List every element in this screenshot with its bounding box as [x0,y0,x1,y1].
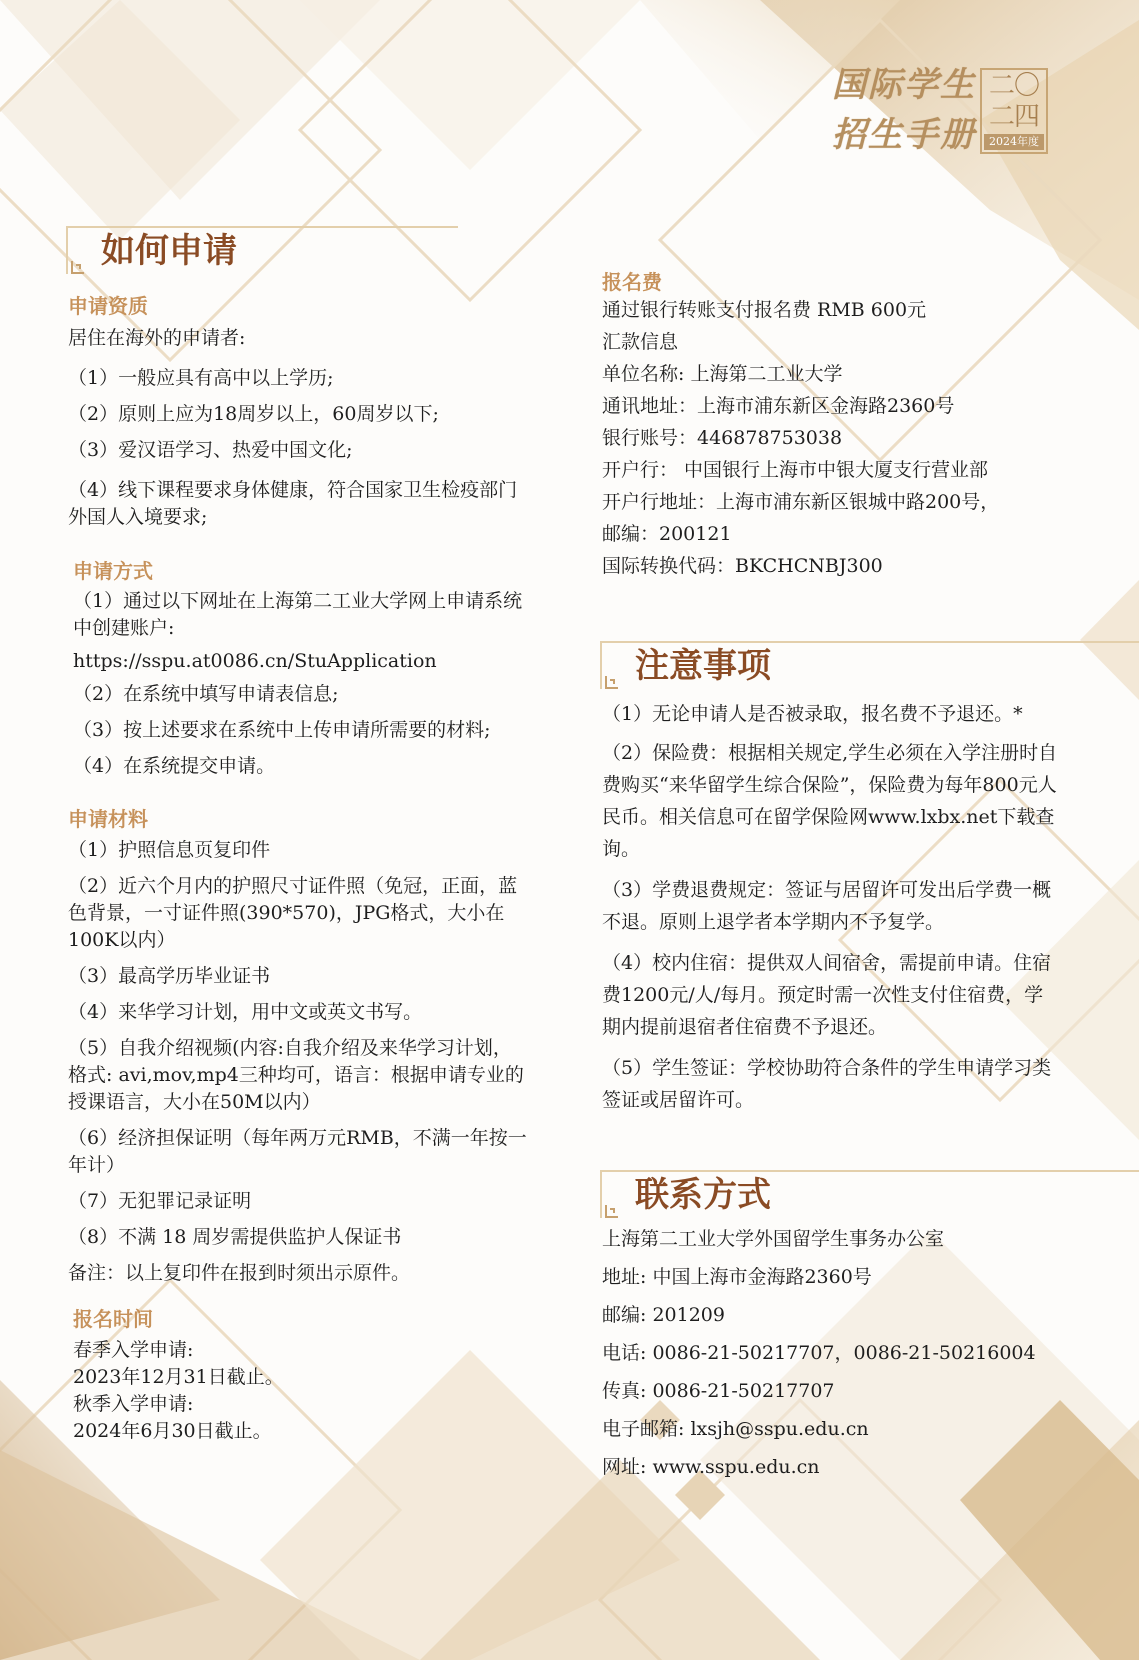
materials-item: （7）无犯罪记录证明 [68,1190,252,1212]
contact-email[interactable]: 电子邮箱: lxsjh@sspu.edu.cn [602,1418,869,1440]
contact-heading [600,1170,1139,1218]
year-label: 2024年度 [984,134,1044,150]
contact-title: 联系方式 [635,1175,771,1215]
qualification-heading: 申请资质 [68,294,148,318]
materials-note: 备注：以上复印件在报到时须出示原件。 [68,1262,411,1284]
materials-item: （4）来华学习计划，用中文或英文书写。 [68,1001,423,1023]
notes-section [602,696,1062,1120]
method-url[interactable]: https://sspu.at0086.cn/StuApplication [73,650,437,672]
notes-item: （5）学生签证：学校协助符合条件的学生申请学习类签证或居留许可。 [602,1057,1052,1111]
contact-address: 地址: 中国上海市金海路2360号 [602,1266,872,1288]
fee-item: 单位名称: 上海第二工业大学 [602,363,843,385]
deadline-item: 2024年6月30日截止。 [73,1420,272,1442]
qualification-intro: 居住在海外的申请者: [68,327,246,349]
method-item: （1）通过以下网址在上海第二工业大学网上申请系统中创建账户: [73,590,523,639]
fee-item: 开户行地址：上海市浦东新区银城中路200号， [602,491,1000,513]
brochure-title [832,60,982,160]
deadline-heading: 报名时间 [73,1307,153,1331]
deadline-item: 秋季入学申请: [73,1393,194,1415]
materials-item: （1）护照信息页复印件 [68,839,271,861]
contact-postcode: 邮编: 201209 [602,1304,725,1326]
contact-website[interactable]: 网址: www.sspu.edu.cn [602,1456,820,1478]
year-badge [980,68,1048,154]
brochure-title-line1: 国际学生 [832,65,976,105]
qualification-item: （1）一般应具有高中以上学历; [68,367,334,389]
corner-ornament-icon [605,1205,618,1218]
notes-title: 注意事项 [635,646,771,686]
how-to-apply-heading [66,226,458,274]
materials-item: （3）最高学历毕业证书 [68,965,271,987]
materials-item: （6）经济担保证明（每年两万元RMB，不满一年按一年计） [68,1127,527,1176]
year-chars-2: 二四 [988,102,1039,132]
fee-item: 银行账号：446878753038 [602,427,843,449]
how-to-apply-title: 如何申请 [101,231,237,271]
method-item: （3）按上述要求在系统中上传申请所需要的材料; [73,719,491,741]
deadline-item: 春季入学申请: [73,1339,194,1361]
notes-heading [600,641,1139,689]
corner-ornament-icon [71,261,84,274]
materials-heading: 申请材料 [68,807,148,831]
method-item: （4）在系统提交申请。 [73,755,276,777]
corner-ornament-icon [605,676,618,689]
year-chars-1: 二〇 [988,71,1039,101]
fee-item: 汇款信息 [602,331,679,353]
fee-heading: 报名费 [602,270,662,294]
fee-item: 国际转换代码：BKCHCNBJ300 [602,555,883,577]
fee-item: 邮编：200121 [602,523,732,545]
contact-phone: 电话: 0086-21-50217707，0086-21-50216004 [602,1342,1036,1364]
fee-section [602,264,1072,582]
qualification-item: （3）爱汉语学习、热爱中国文化; [68,439,353,461]
method-item: （2）在系统中填写申请表信息; [73,683,339,705]
left-column [68,288,530,1445]
fee-item: 开户行： 中国银行上海市中银大厦支行营业部 [602,459,989,481]
fee-item: 通过银行转账支付报名费 RMB 600元 [602,299,927,321]
notes-item: （2）保险费：根据相关规定,学生必须在入学注册时自费购买“来华留学生综合保险”，保险费为每年800元人民币。相关信息可在留学保险网www.lxbx.net下载查询。 [602,742,1058,860]
fee-item: 通讯地址：上海市浦东新区金海路2360号 [602,395,955,417]
method-heading: 申请方式 [73,559,153,583]
deadline-item: 2023年12月31日截止。 [73,1366,284,1388]
contact-office: 上海第二工业大学外国留学生事务办公室 [602,1228,945,1250]
materials-item: （8）不满 18 周岁需提供监护人保证书 [68,1226,402,1248]
qualification-item: （2）原则上应为18周岁以上，60周岁以下; [68,403,439,425]
notes-item: （4）校内住宿：提供双人间宿舍，需提前申请。住宿费1200元/人/每月。预定时需一次性支付住宿费，学期内提前退宿者住宿费不予退还。 [602,952,1052,1038]
materials-item: （5）自我介绍视频(内容:自我介绍及来华学习计划，格式: avi,mov,mp4三种均可，语言：根据申请专业的授课语言，大小在50M以内） [68,1037,524,1113]
notes-item: （3）学费退费规定：签证与居留许可发出后学费一概不退。原则上退学者本学期内不予复学。 [602,879,1052,933]
contact-fax: 传真: 0086-21-50217707 [602,1380,835,1402]
materials-item: （2）近六个月内的护照尺寸证件照（免冠，正面，蓝色背景，一寸证件照(390*570)，JPG格式，大小在100K以内） [68,875,518,951]
brochure-title-line2: 招生手册 [832,115,976,155]
qualification-item: （4）线下课程要求身体健康，符合国家卫生检疫部门外国人入境要求; [68,479,518,528]
contact-section [602,1220,1072,1486]
notes-item: （1）无论申请人是否被录取，报名费不予退还。* [602,703,1023,725]
